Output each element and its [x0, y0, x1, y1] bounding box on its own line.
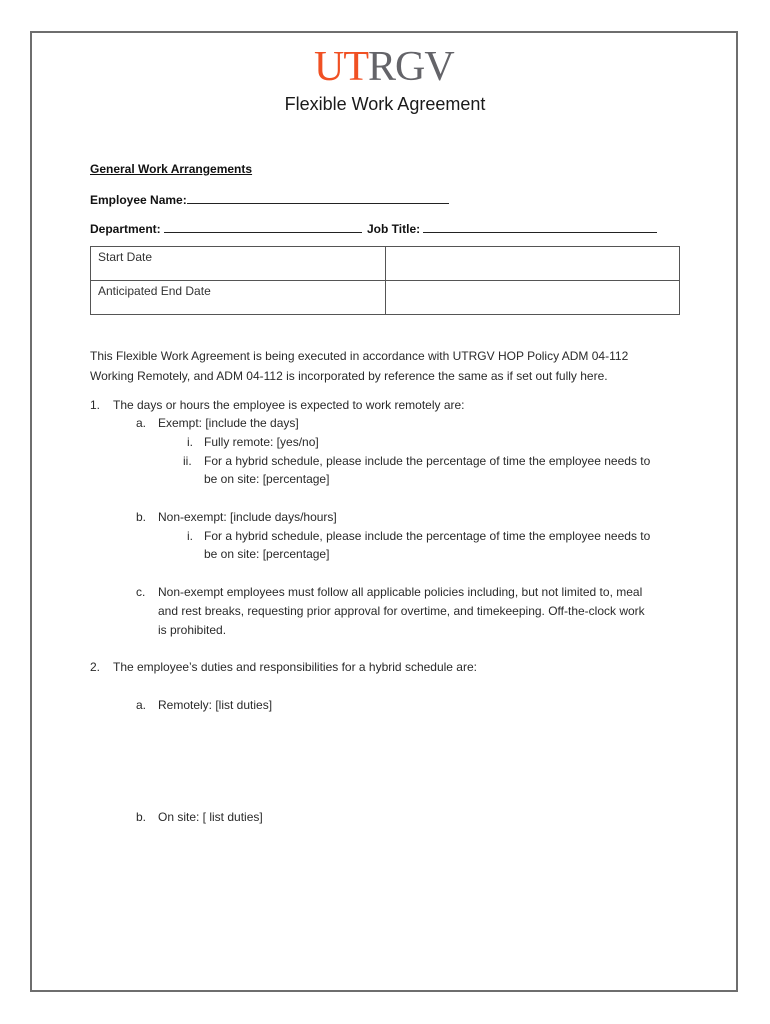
item1a-marker: a.: [136, 416, 147, 430]
job-title-blank[interactable]: [423, 220, 657, 233]
item1a-i-text: Fully remote: [yes/no]: [204, 435, 319, 449]
employee-name-label: Employee Name:: [90, 193, 187, 207]
item2-number: 2.: [90, 660, 101, 674]
utrgv-logo: [314, 44, 454, 90]
item1b-i-marker: i.: [187, 529, 193, 543]
item1b-text: Non-exempt: [include days/hours]: [158, 510, 337, 524]
item2b-text: On site: [ list duties]: [158, 810, 263, 824]
intro-line-1: This Flexible Work Agreement is being executed in accordance with UTRGV HOP Policy ADM 04-112: [90, 349, 629, 363]
item1b-i-line1: For a hybrid schedule, please include the percentage of time the employee needs to: [204, 529, 651, 543]
department-blank[interactable]: [164, 220, 362, 233]
item1a-ii-line2: be on site: [percentage]: [204, 472, 330, 486]
job-title-label: Job Title:: [367, 222, 421, 236]
end-date-value-cell[interactable]: [386, 281, 680, 315]
start-date-label: Start Date: [91, 247, 386, 281]
item1-number: 1.: [90, 398, 101, 412]
table-row: [91, 281, 680, 315]
item2a-text: Remotely: [list duties]: [158, 698, 273, 712]
item1a-ii-marker: ii.: [183, 454, 192, 468]
department-field[interactable]: [90, 220, 362, 237]
item2b-marker: b.: [136, 810, 147, 824]
job-title-field[interactable]: [367, 220, 657, 237]
dates-table: [90, 246, 680, 315]
item1c-line3: is prohibited.: [158, 623, 227, 637]
department-label: Department:: [90, 222, 161, 236]
item1a-i-marker: i.: [187, 435, 193, 449]
logo-rgv: RGV: [368, 44, 454, 90]
end-date-label: Anticipated End Date: [91, 281, 386, 315]
item1a-ii-line1: For a hybrid schedule, please include the percentage of time the employee needs to: [204, 454, 651, 468]
start-date-value-cell[interactable]: [386, 247, 680, 281]
logo-ut: UT: [314, 44, 368, 90]
item1c-marker: c.: [136, 585, 146, 599]
item1a-text: Exempt: [include the days]: [158, 416, 299, 430]
item1b-marker: b.: [136, 510, 147, 524]
employee-name-field[interactable]: [90, 191, 449, 208]
document-title: Flexible Work Agreement: [284, 94, 486, 114]
item1-text: The days or hours the employee is expected to work remotely are:: [113, 398, 465, 412]
intro-line-2: Working Remotely, and ADM 04-112 is incorporated by reference the same as if set out fully here.: [90, 369, 608, 383]
item2a-marker: a.: [136, 698, 147, 712]
table-row: [91, 247, 680, 281]
section-heading: General Work Arrangements: [90, 162, 253, 176]
employee-name-blank[interactable]: [187, 191, 449, 204]
item2-text: The employee’s duties and responsibilities for a hybrid schedule are:: [113, 660, 477, 674]
item1c-line1: Non-exempt employees must follow all applicable policies including, but not limited to, meal: [158, 585, 643, 599]
item1b-i-line2: be on site: [percentage]: [204, 547, 330, 561]
item1c-line2: and rest breaks, requesting prior approval for overtime, and timekeeping. Off-the-clock work: [158, 604, 645, 618]
